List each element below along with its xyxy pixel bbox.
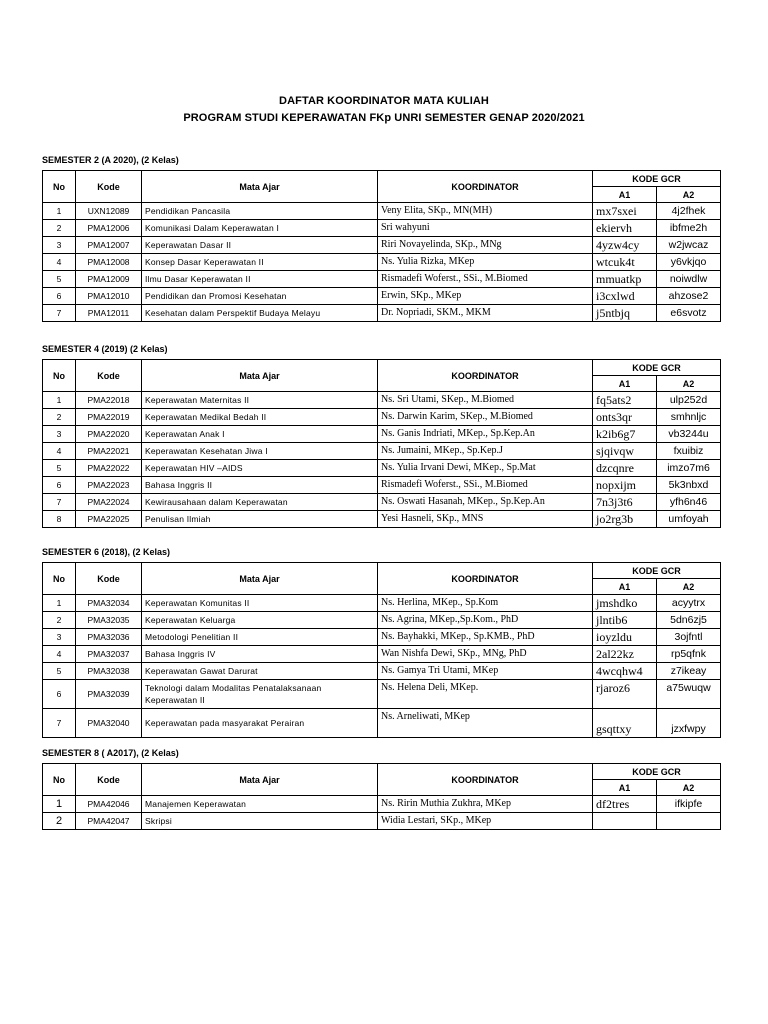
cell-kode: PMA22023	[76, 477, 142, 494]
cell-gcr-a2: 3ojfntl	[657, 629, 721, 646]
cell-kode: PMA32040	[76, 709, 142, 738]
header-a2: A2	[657, 187, 721, 203]
cell-mata-ajar: Teknologi dalam Modalitas Penatalaksanaan Keperawatan II	[142, 680, 378, 709]
cell-gcr-a2: ifkipfe	[657, 796, 721, 813]
semester-label: SEMESTER 6 (2018), (2 Kelas)	[42, 547, 171, 557]
cell-koordinator: Sri wahyuni	[378, 220, 593, 237]
coordinator-table	[42, 763, 721, 830]
cell-gcr-a1: gsqttxy	[593, 709, 657, 738]
cell-gcr-a2: umfoyah	[657, 511, 721, 528]
header-kode: Kode	[76, 171, 142, 203]
cell-mata-ajar: Kewirausahaan dalam Keperawatan	[142, 494, 378, 511]
header-no: No	[43, 360, 76, 392]
semester-label: SEMESTER 4 (2019) (2 Kelas)	[42, 344, 168, 354]
cell-mata-ajar: Keperawatan Dasar II	[142, 237, 378, 254]
cell-kode: PMA22024	[76, 494, 142, 511]
cell-mata-ajar: Keperawatan Medikal Bedah II	[142, 409, 378, 426]
header-koordinator: KOORDINATOR	[378, 563, 593, 595]
cell-gcr-a1: 7n3j3t6	[593, 494, 657, 511]
cell-gcr-a1: ekiervh	[593, 220, 657, 237]
cell-gcr-a2: 5k3nbxd	[657, 477, 721, 494]
cell-kode: PMA12010	[76, 288, 142, 305]
cell-mata-ajar: Keperawatan Kesehatan Jiwa I	[142, 443, 378, 460]
cell-kode: PMA32036	[76, 629, 142, 646]
cell-koordinator: Erwin, SKp., MKep	[378, 288, 593, 305]
table-row	[43, 237, 721, 254]
cell-koordinator: Ns. Agrina, MKep.,Sp.Kom., PhD	[378, 612, 593, 629]
cell-mata-ajar: Penulisan Ilmiah	[142, 511, 378, 528]
header-a2: A2	[657, 579, 721, 595]
header-no: No	[43, 171, 76, 203]
cell-gcr-a1: fq5ats2	[593, 392, 657, 409]
cell-mata-ajar: Skripsi	[142, 813, 378, 830]
cell-kode: PMA22022	[76, 460, 142, 477]
cell-koordinator: Ns. Bayhakki, MKep., Sp.KMB., PhD	[378, 629, 593, 646]
cell-mata-ajar: Keperawatan Keluarga	[142, 612, 378, 629]
header-no: No	[43, 764, 76, 796]
cell-kode: PMA12006	[76, 220, 142, 237]
cell-gcr-a2: ibfme2h	[657, 220, 721, 237]
cell-kode: PMA32037	[76, 646, 142, 663]
cell-gcr-a2: 4j2fhek	[657, 203, 721, 220]
table-row	[43, 254, 721, 271]
cell-no: 6	[43, 477, 76, 494]
cell-gcr-a2: acyytrx	[657, 595, 721, 612]
cell-kode: PMA22020	[76, 426, 142, 443]
semester-label: SEMESTER 8 ( A2017), (2 Kelas)	[42, 748, 179, 758]
cell-gcr-a1: df2tres	[593, 796, 657, 813]
cell-gcr-a2: imzo7m6	[657, 460, 721, 477]
cell-koordinator: Ns. Yulia Irvani Dewi, MKep., Sp.Mat	[378, 460, 593, 477]
cell-gcr-a1: nopxijm	[593, 477, 657, 494]
cell-no: 8	[43, 511, 76, 528]
cell-koordinator: Yesi Hasneli, SKp., MNS	[378, 511, 593, 528]
semester-section	[42, 746, 722, 830]
cell-no: 6	[43, 288, 76, 305]
table-row	[43, 305, 721, 322]
cell-koordinator: Ns. Helena Deli, MKep.	[378, 680, 593, 709]
cell-mata-ajar: Bahasa Inggris II	[142, 477, 378, 494]
cell-koordinator: Veny Elita, SKp., MN(MH)	[378, 203, 593, 220]
cell-gcr-a1: ioyzldu	[593, 629, 657, 646]
cell-mata-ajar: Kesehatan dalam Perspektif Budaya Melayu	[142, 305, 378, 322]
cell-kode: PMA22025	[76, 511, 142, 528]
cell-gcr-a2: z7ikeay	[657, 663, 721, 680]
cell-gcr-a1: jlntib6	[593, 612, 657, 629]
header-kode: Kode	[76, 563, 142, 595]
cell-kode: PMA12007	[76, 237, 142, 254]
coordinator-table	[42, 170, 721, 322]
cell-koordinator: Ns. Oswati Hasanah, MKep., Sp.Kep.An	[378, 494, 593, 511]
coordinator-table	[42, 562, 721, 738]
table-row	[43, 629, 721, 646]
header-mata-ajar: Mata Ajar	[142, 563, 378, 595]
cell-koordinator: Widia Lestari, SKp., MKep	[378, 813, 593, 830]
cell-gcr-a1: onts3qr	[593, 409, 657, 426]
document-title: DAFTAR KOORDINATOR MATA KULIAH	[279, 95, 489, 107]
cell-no: 2	[43, 220, 76, 237]
cell-koordinator: Ns. Arneliwati, MKep	[378, 709, 593, 738]
cell-kode: PMA12011	[76, 305, 142, 322]
cell-gcr-a2: a75wuqw	[657, 680, 721, 709]
table-row	[43, 443, 721, 460]
cell-no: 6	[43, 680, 76, 709]
cell-gcr-a1: sjqivqw	[593, 443, 657, 460]
cell-no: 2	[43, 813, 76, 830]
cell-koordinator: Ns. Herlina, MKep., Sp.Kom	[378, 595, 593, 612]
header-kode-gcr: KODE GCR	[593, 764, 721, 780]
table-row	[43, 477, 721, 494]
cell-gcr-a1: mmuatkp	[593, 271, 657, 288]
document-subtitle: PROGRAM STUDI KEPERAWATAN FKp UNRI SEMESTER GENAP 2020/2021	[183, 112, 585, 124]
cell-gcr-a1	[593, 813, 657, 830]
cell-koordinator: Rismadefi Woferst., SSi., M.Biomed	[378, 477, 593, 494]
table-row	[43, 646, 721, 663]
table-row	[43, 663, 721, 680]
cell-mata-ajar: Keperawatan Komunitas II	[142, 595, 378, 612]
cell-mata-ajar: Keperawatan Gawat Darurat	[142, 663, 378, 680]
cell-mata-ajar: Keperawatan HIV –AIDS	[142, 460, 378, 477]
cell-gcr-a1: 4yzw4cy	[593, 237, 657, 254]
table-header-row	[43, 360, 721, 376]
cell-no: 4	[43, 254, 76, 271]
cell-no: 3	[43, 629, 76, 646]
header-koordinator: KOORDINATOR	[378, 764, 593, 796]
header-koordinator: KOORDINATOR	[378, 360, 593, 392]
cell-gcr-a2	[657, 813, 721, 830]
header-kode: Kode	[76, 764, 142, 796]
cell-no: 3	[43, 426, 76, 443]
cell-koordinator: Ns. Darwin Karim, SKep., M.Biomed	[378, 409, 593, 426]
cell-kode: PMA42047	[76, 813, 142, 830]
cell-koordinator: Dr. Nopriadi, SKM., MKM	[378, 305, 593, 322]
cell-gcr-a2: jzxfwpy	[657, 709, 721, 738]
header-kode: Kode	[76, 360, 142, 392]
header-kode-gcr: KODE GCR	[593, 563, 721, 579]
cell-gcr-a2: e6svotz	[657, 305, 721, 322]
header-a1: A1	[593, 780, 657, 796]
coordinator-table	[42, 359, 721, 528]
table-row	[43, 288, 721, 305]
cell-gcr-a2: smhnljc	[657, 409, 721, 426]
cell-koordinator: Wan Nishfa Dewi, SKp., MNg, PhD	[378, 646, 593, 663]
table-row	[43, 595, 721, 612]
header-koordinator: KOORDINATOR	[378, 171, 593, 203]
table-row	[43, 426, 721, 443]
header-a1: A1	[593, 187, 657, 203]
table-row	[43, 460, 721, 477]
cell-mata-ajar: Ilmu Dasar Keperawatan II	[142, 271, 378, 288]
cell-kode: PMA12008	[76, 254, 142, 271]
cell-gcr-a1: jo2rg3b	[593, 511, 657, 528]
cell-kode: PMA32039	[76, 680, 142, 709]
cell-kode: PMA22021	[76, 443, 142, 460]
cell-koordinator: Ns. Ririn Muthia Zukhra, MKep	[378, 796, 593, 813]
cell-no: 5	[43, 271, 76, 288]
cell-gcr-a2: yfh6n46	[657, 494, 721, 511]
cell-kode: PMA32035	[76, 612, 142, 629]
cell-gcr-a2: 5dn6zj5	[657, 612, 721, 629]
cell-mata-ajar: Keperawatan Maternitas II	[142, 392, 378, 409]
cell-koordinator: Ns. Jumaini, MKep., Sp.Kep.J	[378, 443, 593, 460]
cell-no: 2	[43, 409, 76, 426]
table-row	[43, 271, 721, 288]
cell-kode: UXN12089	[76, 203, 142, 220]
cell-gcr-a1: i3cxlwd	[593, 288, 657, 305]
cell-no: 3	[43, 237, 76, 254]
cell-mata-ajar: Bahasa Inggris IV	[142, 646, 378, 663]
cell-mata-ajar: Komunikasi Dalam Keperawatan I	[142, 220, 378, 237]
cell-no: 1	[43, 392, 76, 409]
cell-koordinator: Rismadefi Woferst., SSi., M.Biomed	[378, 271, 593, 288]
cell-koordinator: Ns. Sri Utami, SKep., M.Biomed	[378, 392, 593, 409]
cell-gcr-a2: ahzose2	[657, 288, 721, 305]
cell-gcr-a1: dzcqnre	[593, 460, 657, 477]
cell-gcr-a1: wtcuk4t	[593, 254, 657, 271]
table-row	[43, 511, 721, 528]
cell-kode: PMA12009	[76, 271, 142, 288]
cell-gcr-a2: noiwdlw	[657, 271, 721, 288]
cell-mata-ajar: Manajemen Keperawatan	[142, 796, 378, 813]
cell-gcr-a1: 2al22kz	[593, 646, 657, 663]
cell-no: 1	[43, 595, 76, 612]
cell-no: 7	[43, 494, 76, 511]
cell-koordinator: Ns. Yulia Rizka, MKep	[378, 254, 593, 271]
cell-kode: PMA22019	[76, 409, 142, 426]
cell-mata-ajar: Metodologi Penelitian II	[142, 629, 378, 646]
cell-no: 1	[43, 203, 76, 220]
table-row	[43, 709, 721, 738]
cell-gcr-a2: vb3244u	[657, 426, 721, 443]
header-mata-ajar: Mata Ajar	[142, 171, 378, 203]
table-row	[43, 220, 721, 237]
cell-kode: PMA22018	[76, 392, 142, 409]
cell-gcr-a1: j5ntbjq	[593, 305, 657, 322]
semester-label: SEMESTER 2 (A 2020), (2 Kelas)	[42, 155, 179, 165]
cell-gcr-a1: mx7sxei	[593, 203, 657, 220]
cell-gcr-a1: rjaroz6	[593, 680, 657, 709]
header-mata-ajar: Mata Ajar	[142, 764, 378, 796]
cell-koordinator: Ns. Gamya Tri Utami, MKep	[378, 663, 593, 680]
cell-no: 2	[43, 612, 76, 629]
cell-mata-ajar: Keperawatan pada masyarakat Perairan	[142, 709, 378, 738]
cell-kode: PMA32034	[76, 595, 142, 612]
cell-gcr-a1: jmshdko	[593, 595, 657, 612]
table-row	[43, 203, 721, 220]
header-a1: A1	[593, 579, 657, 595]
cell-no: 4	[43, 443, 76, 460]
table-row	[43, 612, 721, 629]
table-header-row	[43, 764, 721, 780]
semester-section	[42, 153, 722, 322]
cell-kode: PMA32038	[76, 663, 142, 680]
table-header-row	[43, 563, 721, 579]
cell-kode: PMA42046	[76, 796, 142, 813]
table-header-row	[43, 171, 721, 187]
cell-gcr-a2: fxuibiz	[657, 443, 721, 460]
header-mata-ajar: Mata Ajar	[142, 360, 378, 392]
header-a1: A1	[593, 376, 657, 392]
cell-mata-ajar: Pendidikan dan Promosi Kesehatan	[142, 288, 378, 305]
cell-gcr-a2: rp5qfnk	[657, 646, 721, 663]
cell-no: 5	[43, 663, 76, 680]
cell-mata-ajar: Pendidikan Pancasila	[142, 203, 378, 220]
cell-mata-ajar: Keperawatan Anak I	[142, 426, 378, 443]
header-kode-gcr: KODE GCR	[593, 171, 721, 187]
cell-mata-ajar: Konsep Dasar Keperawatan II	[142, 254, 378, 271]
cell-no: 4	[43, 646, 76, 663]
cell-gcr-a1: k2ib6g7	[593, 426, 657, 443]
cell-gcr-a2: y6vkjqo	[657, 254, 721, 271]
cell-no: 7	[43, 709, 76, 738]
table-row	[43, 813, 721, 830]
table-row	[43, 392, 721, 409]
cell-no: 1	[43, 796, 76, 813]
table-row	[43, 680, 721, 709]
cell-no: 7	[43, 305, 76, 322]
semester-section	[42, 545, 722, 738]
cell-no: 5	[43, 460, 76, 477]
cell-koordinator: Riri Novayelinda, SKp., MNg	[378, 237, 593, 254]
table-row	[43, 494, 721, 511]
semester-section	[42, 342, 722, 528]
cell-gcr-a2: w2jwcaz	[657, 237, 721, 254]
table-row	[43, 796, 721, 813]
header-a2: A2	[657, 780, 721, 796]
header-kode-gcr: KODE GCR	[593, 360, 721, 376]
cell-koordinator: Ns. Ganis Indriati, MKep., Sp.Kep.An	[378, 426, 593, 443]
table-row	[43, 409, 721, 426]
cell-gcr-a2: ulp252d	[657, 392, 721, 409]
header-a2: A2	[657, 376, 721, 392]
header-no: No	[43, 563, 76, 595]
cell-gcr-a1: 4wcqhw4	[593, 663, 657, 680]
